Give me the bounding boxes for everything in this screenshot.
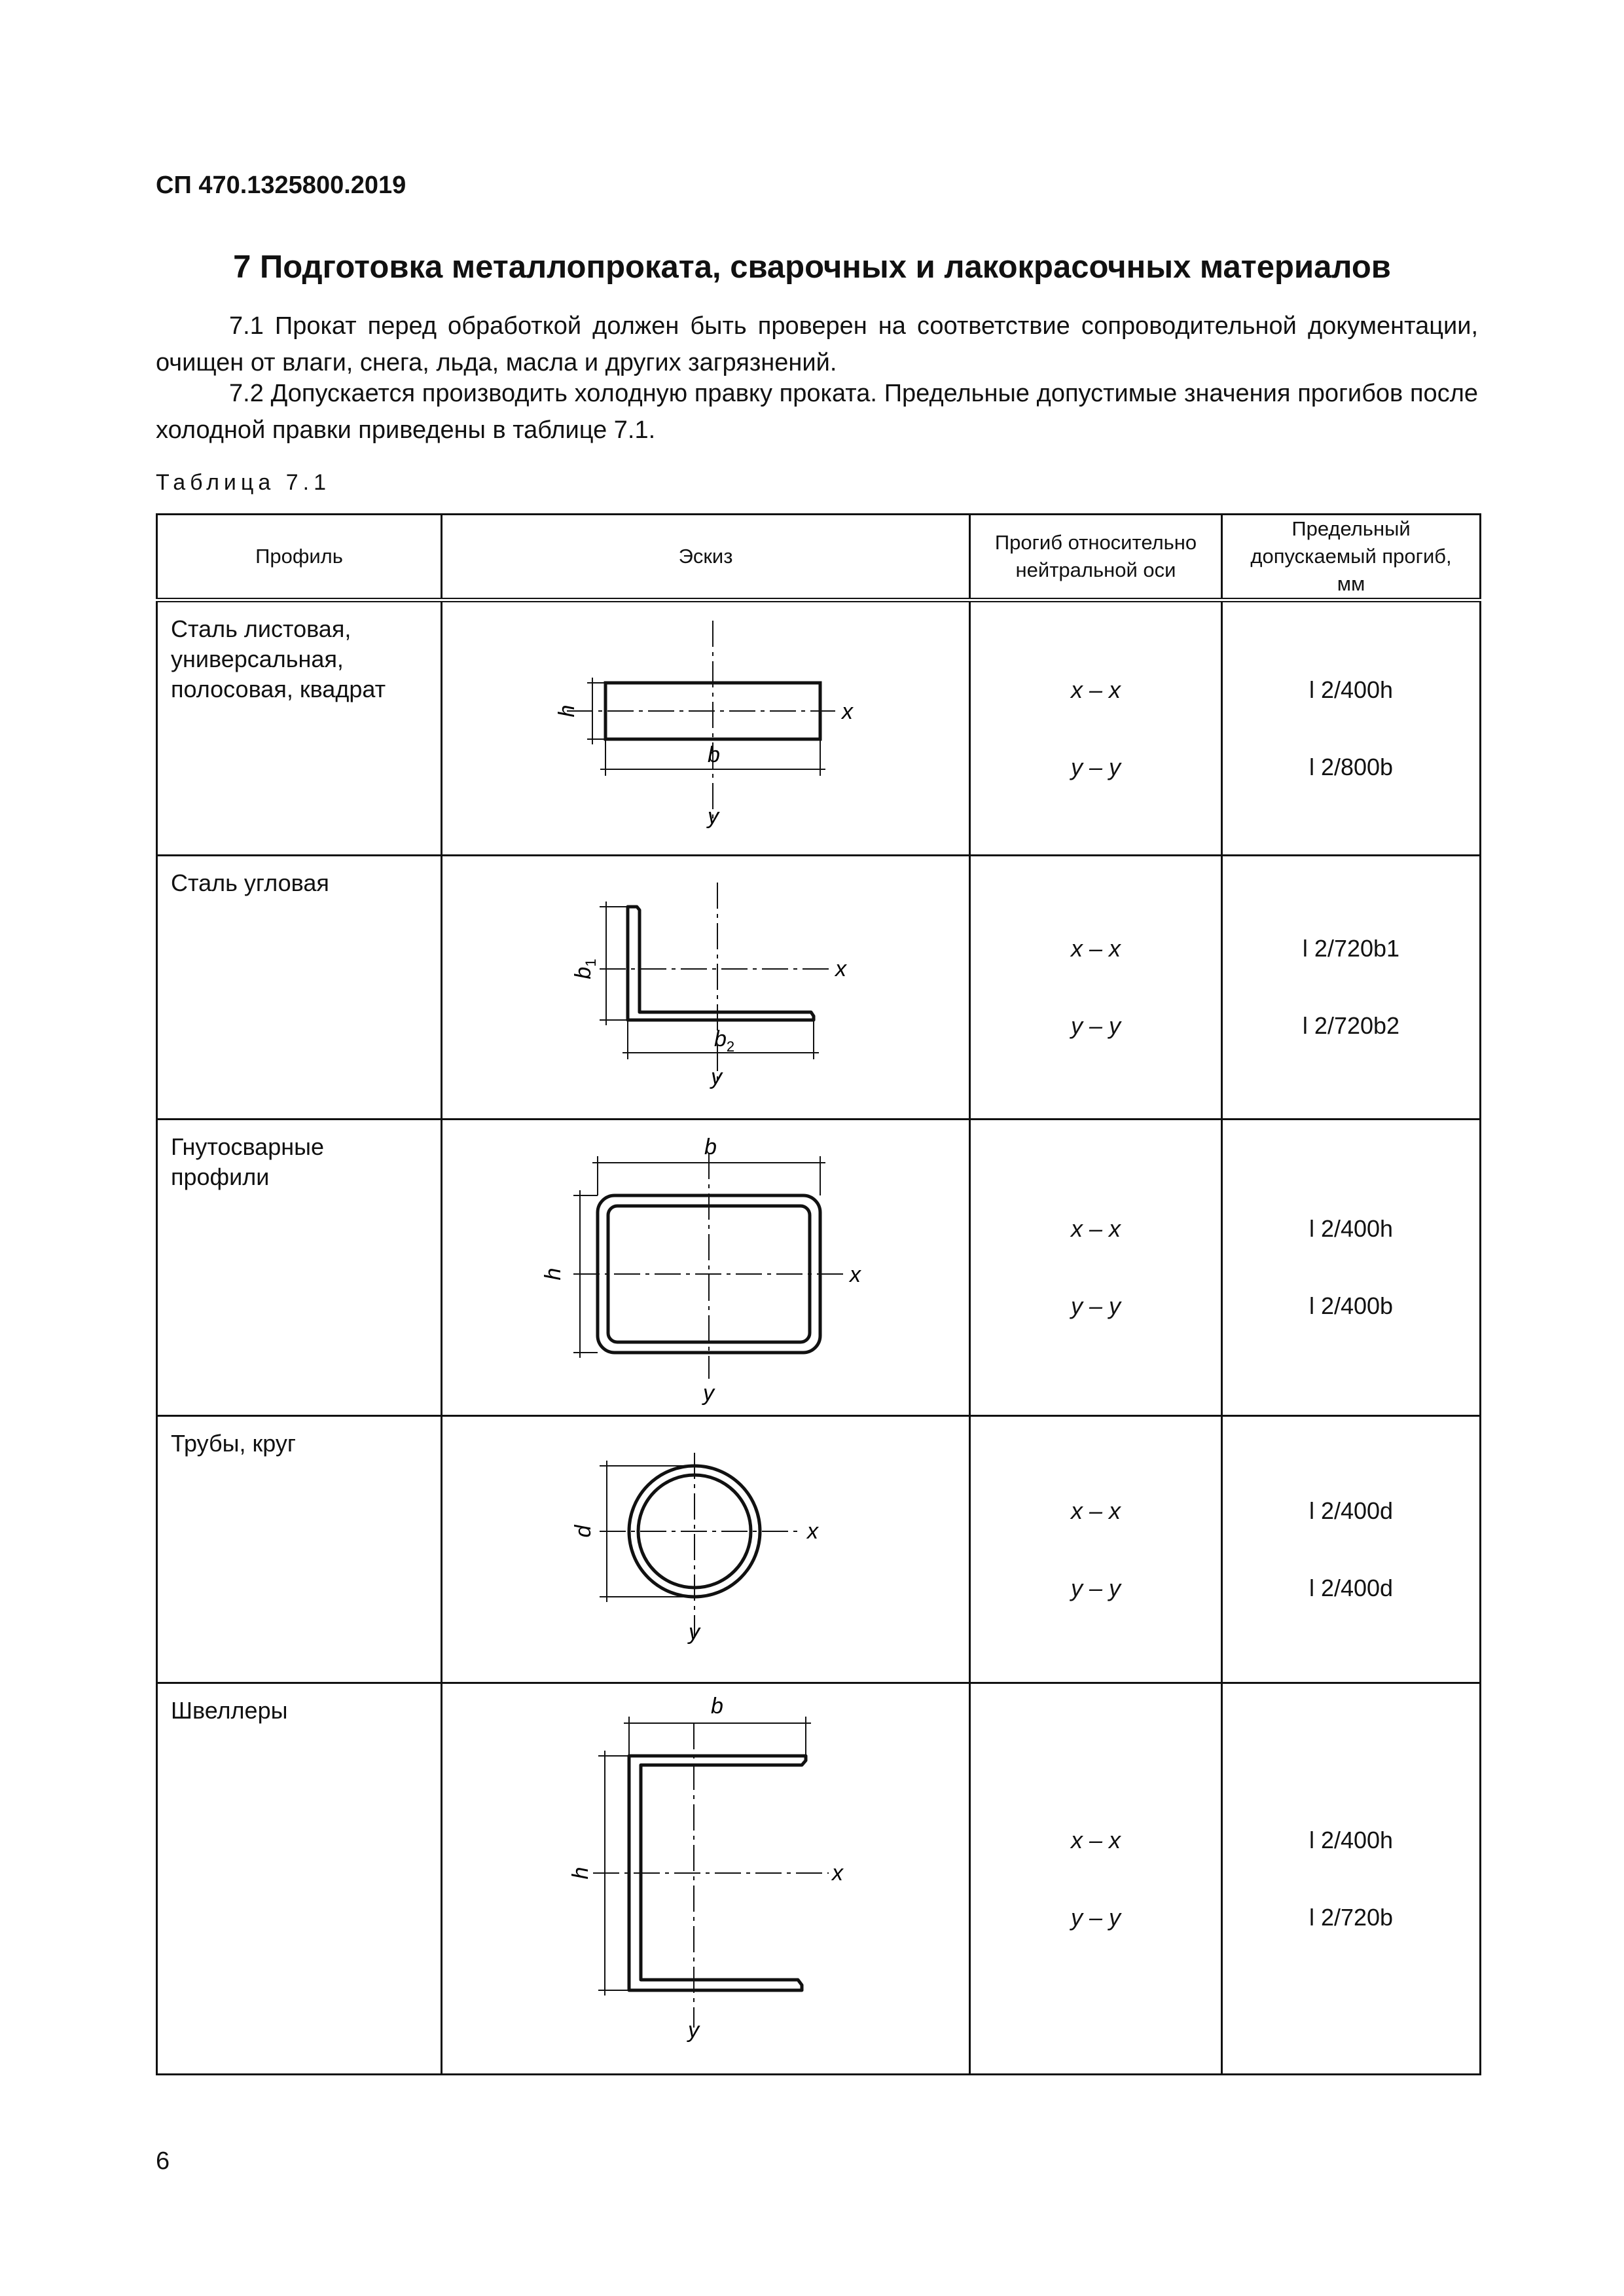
table-row <box>157 1416 1481 1683</box>
limit-value: l 2/400h <box>1308 1215 1394 1242</box>
header-axis: Прогиб относительно нейтральной оси <box>970 515 1222 600</box>
label-b: b <box>704 1135 717 1159</box>
limit-value: l 2/400h <box>1308 1826 1394 1853</box>
table-row <box>157 1120 1481 1416</box>
limit-value: l 2/720b1 <box>1302 935 1400 962</box>
axis-value: y – y <box>1070 1292 1121 1319</box>
axis-value: x – x <box>1070 1497 1121 1524</box>
profile-cell: Сталь листовая, универсальная, полосовая, квадрат <box>157 600 442 856</box>
axis-cell <box>970 1120 1222 1416</box>
header-profile: Профиль <box>157 515 442 600</box>
label-b: b <box>711 1694 723 1719</box>
limit-value: l 2/720b2 <box>1302 1012 1400 1039</box>
table-row <box>157 600 1481 856</box>
document-code: СП 470.1325800.2019 <box>156 172 406 199</box>
label-x: x <box>842 699 853 724</box>
pipe-sketch <box>442 1417 971 1679</box>
label-y: y <box>711 1065 722 1089</box>
axis-cell <box>970 856 1222 1120</box>
label-y: y <box>689 1620 700 1645</box>
label-y: y <box>708 804 719 829</box>
label-y: y <box>703 1381 714 1406</box>
page-number: 6 <box>156 2147 170 2175</box>
axis-value: y – y <box>1070 1903 1121 1931</box>
label-y: y <box>688 2018 699 2043</box>
sketch-cell <box>442 856 970 1120</box>
label-h: h <box>568 1867 593 1880</box>
axis-value: x – x <box>1070 1215 1121 1242</box>
angle-steel-sketch <box>442 856 971 1115</box>
table-caption: Таблица 7.1 <box>156 470 331 495</box>
header-limit: Предельный допускаемый прогиб, мм <box>1222 515 1481 600</box>
channel-sketch <box>442 1684 971 2070</box>
axis-cell <box>970 1683 1222 2075</box>
label-b: b <box>708 742 720 767</box>
sketch-cell <box>442 1416 970 1683</box>
axis-cell <box>970 600 1222 856</box>
label-x: x <box>832 1861 843 1886</box>
header-sketch: Эскиз <box>442 515 970 600</box>
paragraph-7-1: 7.1 Прокат перед обработкой должен быть проверен на соответствие сопроводительной документации, очищен от влаги, снега, льда, масла и других загрязнений. <box>156 312 1478 376</box>
section-title: 7 Подготовка металлопроката, сварочных и лакокрасочных материалов <box>233 249 1391 285</box>
axis-value: y – y <box>1070 1012 1121 1039</box>
axis-value: x – x <box>1070 935 1121 962</box>
label-d: d <box>571 1525 596 1538</box>
limit-value: l 2/400h <box>1308 676 1394 703</box>
limit-cell <box>1222 600 1481 856</box>
profile-cell: Сталь угловая <box>157 856 442 1120</box>
label-x: x <box>807 1519 818 1544</box>
axis-value: y – y <box>1070 753 1121 780</box>
table-row <box>157 856 1481 1120</box>
profile-cell: Гнутосварные профили <box>157 1120 442 1416</box>
label-x: x <box>850 1262 861 1287</box>
limit-cell <box>1222 856 1481 1120</box>
profile-cell: Трубы, круг <box>157 1416 442 1683</box>
label-b2: $b_2$ <box>714 1027 735 1055</box>
table-header-row <box>157 515 1481 600</box>
axis-cell <box>970 1416 1222 1683</box>
limit-cell <box>1222 1416 1481 1683</box>
limit-value: l 2/720b <box>1308 1903 1394 1931</box>
limit-value: l 2/400b <box>1308 1292 1394 1319</box>
sketch-cell <box>442 600 970 856</box>
limit-cell <box>1222 1120 1481 1416</box>
axis-value: x – x <box>1070 1826 1121 1853</box>
limit-value: l 2/400d <box>1308 1497 1394 1524</box>
sheet-steel-sketch <box>442 602 971 851</box>
limit-value: l 2/400d <box>1308 1574 1394 1601</box>
sketch-cell <box>442 1683 970 2075</box>
label-h: h <box>554 704 579 718</box>
limit-value: l 2/800b <box>1308 753 1394 780</box>
label-b1: $b_1$ <box>571 958 599 979</box>
deflection-table <box>156 513 1479 2044</box>
axis-value: x – x <box>1070 676 1121 703</box>
rect-tube-sketch <box>442 1120 971 1412</box>
sketch-cell <box>442 1120 970 1416</box>
limit-cell <box>1222 1683 1481 2075</box>
axis-value: y – y <box>1070 1574 1121 1601</box>
label-x: x <box>835 957 846 981</box>
table-row <box>157 1683 1481 2075</box>
paragraph-7-2: 7.2 Допускается производить холодную правку проката. Предельные допустимые значения прогибов после холодной правки приведены в таблице 7.1. <box>156 380 1478 444</box>
profile-cell: Швеллеры <box>157 1683 442 2075</box>
label-h: h <box>541 1267 566 1281</box>
